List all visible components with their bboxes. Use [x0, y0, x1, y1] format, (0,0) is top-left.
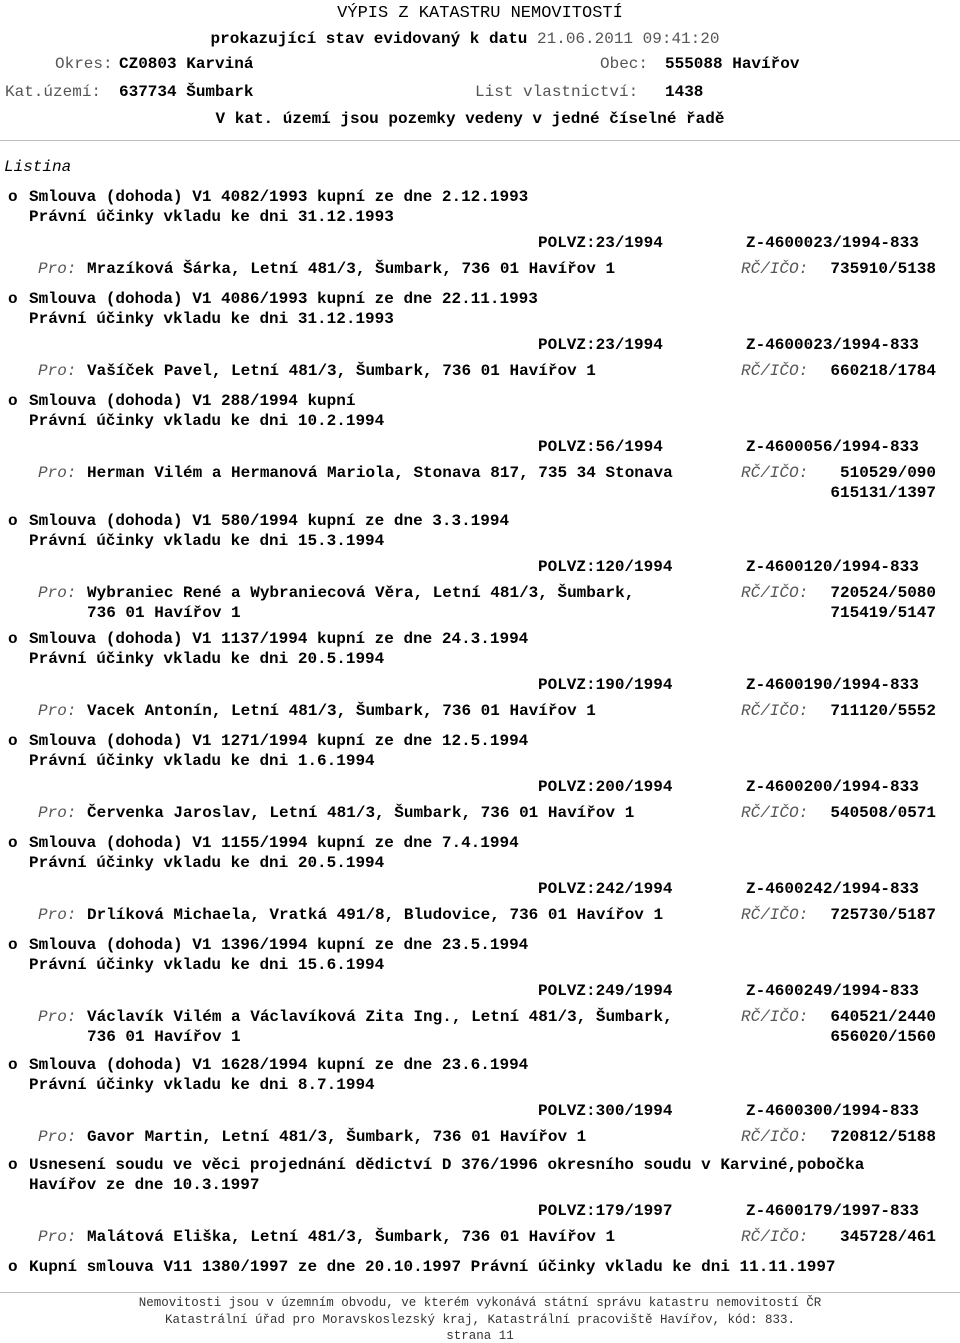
obec-label: Obec: [600, 55, 649, 73]
pro-label: Pro: [38, 362, 77, 380]
entry-owner-address: 736 01 Havířov 1 [87, 1028, 241, 1046]
bullet-icon: o [8, 834, 18, 852]
entry-polvz: POLVZ:249/1994 [538, 982, 673, 1000]
entry-owner: Vacek Antonín, Letní 481/3, Šumbark, 736 01 Havířov 1 [87, 702, 596, 720]
entry-rc: 725730/5187 [830, 906, 936, 924]
entry-rc: 735910/5138 [830, 260, 936, 278]
pro-label: Pro: [38, 1228, 77, 1246]
entry-title: Smlouva (dohoda) V1 1137/1994 kupní ze dne 24.3.1994 [29, 630, 529, 648]
entry-polvz: POLVZ:23/1994 [538, 336, 663, 354]
entry-z-reference: Z-4600056/1994-833 [746, 438, 919, 456]
footer-page: strana 11 [446, 1329, 514, 1343]
entry-title: Smlouva (dohoda) V1 580/1994 kupní ze dne 3.3.1994 [29, 512, 510, 530]
obec-value: 555088 Havířov [665, 55, 800, 73]
entry-z-reference: Z-4600023/1994-833 [746, 234, 919, 252]
entry-rc: 540508/0571 [830, 804, 936, 822]
entry-z-reference: Z-4600249/1994-833 [746, 982, 919, 1000]
entry-effect-date: Právní účinky vkladu ke dni 15.6.1994 [29, 956, 385, 974]
pro-label: Pro: [38, 464, 77, 482]
pro-label: Pro: [38, 260, 77, 278]
entry-z-reference: Z-4600179/1997-833 [746, 1202, 919, 1220]
rc-label: RČ/IČO: [741, 584, 809, 602]
entry-polvz: POLVZ:179/1997 [538, 1202, 673, 1220]
pro-label: Pro: [38, 584, 77, 602]
entry-z-reference: Z-4600190/1994-833 [746, 676, 919, 694]
list-label: List vlastnictví: [475, 83, 639, 101]
rc-label: RČ/IČO: [741, 906, 809, 924]
rc-label: RČ/IČO: [741, 702, 809, 720]
header-note: V kat. území jsou pozemky vedeny v jedné číselné řadě [215, 110, 725, 128]
entry-title: Smlouva (dohoda) V1 1396/1994 kupní ze dne 23.5.1994 [29, 936, 529, 954]
entry-effect-date: Právní účinky vkladu ke dni 15.3.1994 [29, 532, 385, 550]
entry-z-reference: Z-4600023/1994-833 [746, 336, 919, 354]
footer-line1: Nemovitosti jsou v územním obvodu, ve kterém vykonává státní správu katastru nemovitostí ČR [138, 1296, 822, 1310]
entry-rc: 345728/461 [839, 1228, 936, 1246]
footer-divider [0, 1292, 960, 1293]
entry-polvz: POLVZ:56/1994 [538, 438, 663, 456]
entry-title: Smlouva (dohoda) V1 4086/1993 kupní ze dne 22.11.1993 [29, 290, 538, 308]
okres-label: Okres: [55, 55, 113, 73]
entry-rc: 660218/1784 [830, 362, 936, 380]
entry-polvz: POLVZ:23/1994 [538, 234, 663, 252]
entry-owner-address: 736 01 Havířov 1 [87, 604, 241, 622]
entry-rc: 510529/090 [839, 464, 936, 482]
pro-label: Pro: [38, 702, 77, 720]
entry-effect-date: Právní účinky vkladu ke dni 1.6.1994 [29, 752, 375, 770]
entry-rc-second: 615131/1397 [830, 484, 936, 502]
entry-effect-date: Právní účinky vkladu ke dni 8.7.1994 [29, 1076, 375, 1094]
rc-label: RČ/IČO: [741, 362, 809, 380]
entry-rc: 720812/5188 [830, 1128, 936, 1146]
bullet-icon: o [8, 630, 18, 648]
subtitle-prefix: prokazující stav evidovaný k datu [210, 30, 528, 48]
pro-label: Pro: [38, 906, 77, 924]
entry-title: Smlouva (dohoda) V1 4082/1993 kupní ze dne 2.12.1993 [29, 188, 529, 206]
entry-owner: Herman Vilém a Hermanová Mariola, Stonava 817, 735 34 Stonava [87, 464, 673, 482]
bullet-icon: o [8, 936, 18, 954]
katuzemi-label: Kat.území: [5, 83, 102, 101]
entry-polvz: POLVZ:190/1994 [538, 676, 673, 694]
rc-label: RČ/IČO: [741, 260, 809, 278]
entry-title: Smlouva (dohoda) V1 1155/1994 kupní ze dne 7.4.1994 [29, 834, 519, 852]
bullet-icon: o [8, 1258, 18, 1276]
entry-owner: Václavík Vilém a Václavíková Zita Ing., Letní 481/3, Šumbark, [87, 1008, 673, 1026]
last-entry-text: Kupní smlouva V11 1380/1997 ze dne 20.10.1997 Právní účinky vkladu ke dni 11.11.1997 [29, 1258, 836, 1276]
entry-owner: Wybraniec René a Wybraniecová Věra, Letní 481/3, Šumbark, [87, 584, 635, 602]
entry-polvz: POLVZ:300/1994 [538, 1102, 673, 1120]
rc-label: RČ/IČO: [741, 804, 809, 822]
entry-rc: 720524/5080 [830, 584, 936, 602]
bullet-icon: o [8, 512, 18, 530]
pro-label: Pro: [38, 804, 77, 822]
entry-polvz: POLVZ:120/1994 [538, 558, 673, 576]
entry-effect-date: Právní účinky vkladu ke dni 20.5.1994 [29, 854, 385, 872]
entry-effect-date: Právní účinky vkladu ke dni 31.12.1993 [29, 208, 394, 226]
entry-owner: Malátová Eliška, Letní 481/3, Šumbark, 736 01 Havířov 1 [87, 1228, 616, 1246]
okres-value: CZ0803 Karviná [119, 55, 254, 73]
entry-z-reference: Z-4600242/1994-833 [746, 880, 919, 898]
entry-owner: Gavor Martin, Letní 481/3, Šumbark, 736 01 Havířov 1 [87, 1128, 587, 1146]
bullet-icon: o [8, 188, 18, 206]
bullet-icon: o [8, 290, 18, 308]
entry-owner: Mrazíková Šárka, Letní 481/3, Šumbark, 736 01 Havířov 1 [87, 260, 616, 278]
document-subtitle [0, 30, 930, 48]
subtitle-datetime: 21.06.2011 09:41:20 [537, 30, 720, 48]
entry-polvz: POLVZ:242/1994 [538, 880, 673, 898]
entry-title: Smlouva (dohoda) V1 1271/1994 kupní ze dne 12.5.1994 [29, 732, 529, 750]
entry-rc-second: 715419/5147 [830, 604, 936, 622]
entry-owner: Vašíček Pavel, Letní 481/3, Šumbark, 736 01 Havířov 1 [87, 362, 596, 380]
pro-label: Pro: [38, 1008, 77, 1026]
entry-title: Usnesení soudu ve věci projednání dědictví D 376/1996 okresního soudu v Karviné,pobočka [29, 1156, 865, 1174]
entry-polvz: POLVZ:200/1994 [538, 778, 673, 796]
entry-owner: Drlíková Michaela, Vratká 491/8, Bludovice, 736 01 Havířov 1 [87, 906, 664, 924]
bullet-icon: o [8, 1156, 18, 1174]
entry-rc-second: 656020/1560 [830, 1028, 936, 1046]
footer-line2: Katastrální úřad pro Moravskoslezský kraj, Katastrální pracoviště Havířov, kód: 833. [164, 1313, 796, 1327]
entry-title: Smlouva (dohoda) V1 288/1994 kupní [29, 392, 356, 410]
entry-effect-date: Havířov ze dne 10.3.1997 [29, 1176, 260, 1194]
rc-label: RČ/IČO: [741, 1128, 809, 1146]
section-title: Listina [4, 158, 72, 176]
entry-z-reference: Z-4600200/1994-833 [746, 778, 919, 796]
entry-rc: 711120/5552 [830, 702, 936, 720]
entry-z-reference: Z-4600120/1994-833 [746, 558, 919, 576]
entry-effect-date: Právní účinky vkladu ke dni 31.12.1993 [29, 310, 394, 328]
list-value: 1438 [665, 83, 704, 101]
bullet-icon: o [8, 1056, 18, 1074]
rc-label: RČ/IČO: [741, 1228, 809, 1246]
entry-rc: 640521/2440 [830, 1008, 936, 1026]
entry-effect-date: Právní účinky vkladu ke dni 10.2.1994 [29, 412, 385, 430]
entry-owner: Červenka Jaroslav, Letní 481/3, Šumbark, 736 01 Havířov 1 [87, 804, 635, 822]
document-title: VÝPIS Z KATASTRU NEMOVITOSTÍ [337, 4, 623, 23]
pro-label: Pro: [38, 1128, 77, 1146]
entry-z-reference: Z-4600300/1994-833 [746, 1102, 919, 1120]
rc-label: RČ/IČO: [741, 464, 809, 482]
bullet-icon: o [8, 732, 18, 750]
rc-label: RČ/IČO: [741, 1008, 809, 1026]
entry-effect-date: Právní účinky vkladu ke dni 20.5.1994 [29, 650, 385, 668]
katuzemi-value: 637734 Šumbark [119, 83, 254, 101]
header-divider [0, 140, 960, 141]
entry-title: Smlouva (dohoda) V1 1628/1994 kupní ze dne 23.6.1994 [29, 1056, 529, 1074]
bullet-icon: o [8, 392, 18, 410]
